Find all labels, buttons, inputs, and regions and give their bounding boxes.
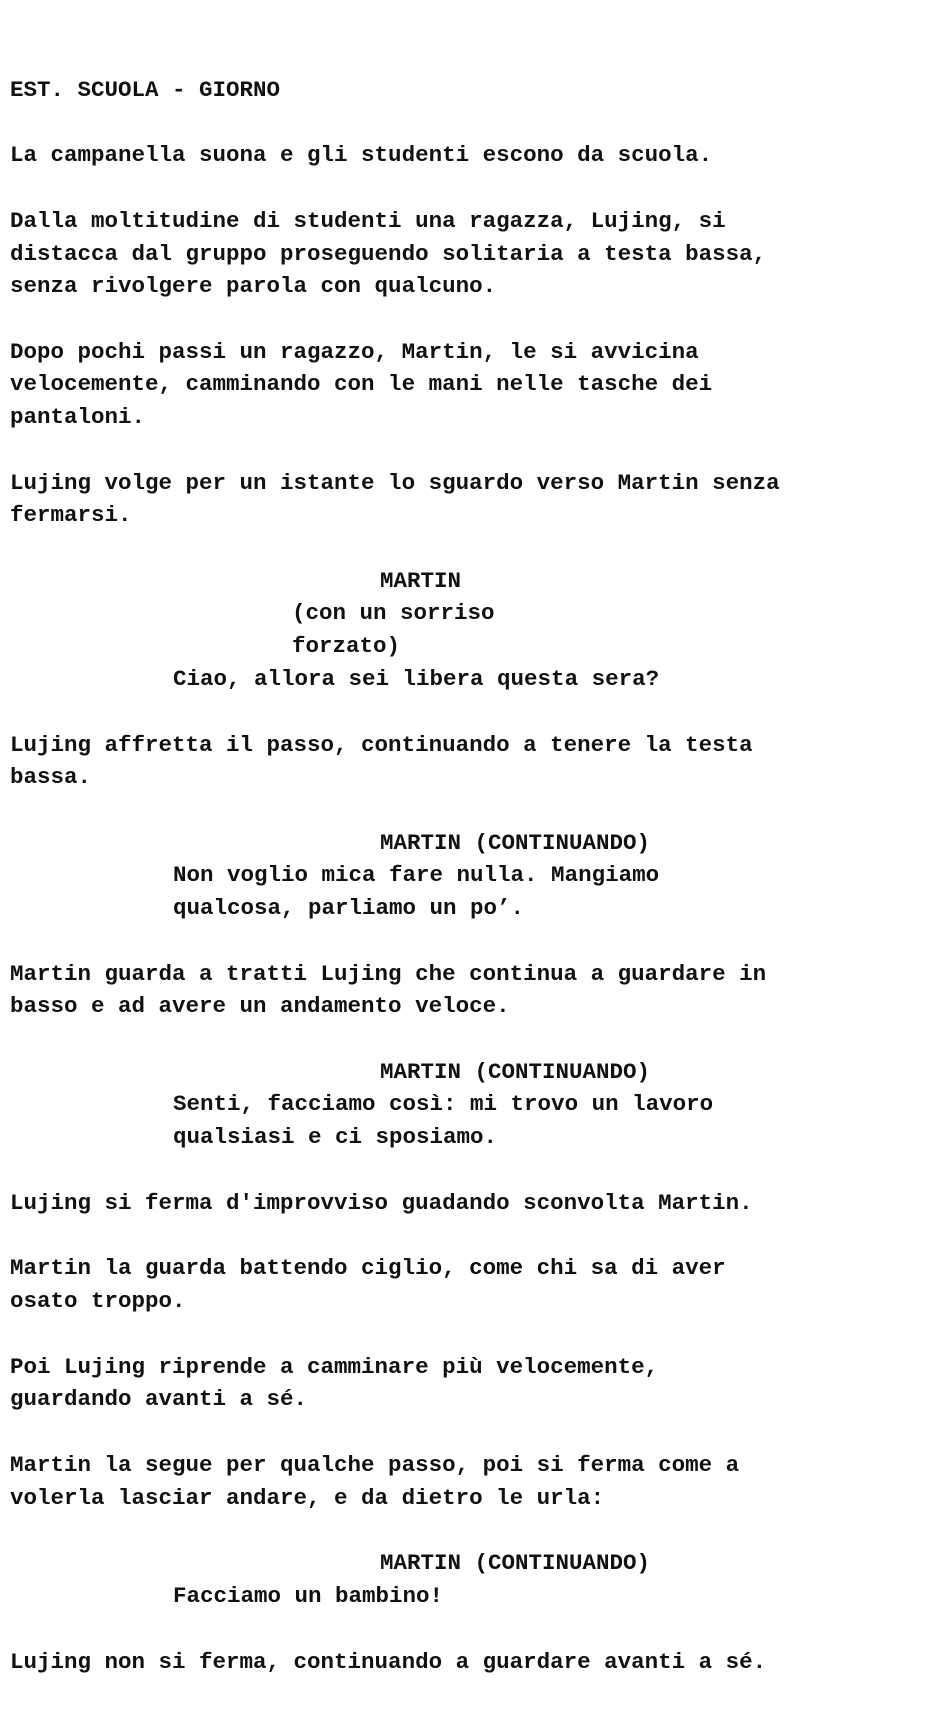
parenthetical-line: forzato) (292, 633, 401, 659)
character-name: MARTIN (CONTINUANDO) (380, 830, 651, 856)
dialogue-line: Non voglio mica fare nulla. Mangiamo (173, 862, 660, 888)
action-line: bassa. (10, 764, 92, 790)
action-line: osato troppo. (10, 1288, 186, 1314)
action-line: basso e ad avere un andamento veloce. (10, 993, 510, 1019)
dialogue-line: Senti, facciamo così: mi trovo un lavoro (173, 1091, 714, 1117)
action-line: Dopo pochi passi un ragazzo, Martin, le si avvicina (10, 339, 699, 365)
action-line: guardando avanti a sé. (10, 1386, 308, 1412)
scene-heading: EST. SCUOLA - GIORNO (10, 77, 281, 103)
action-line: pantaloni. (10, 404, 146, 430)
dialogue-line: Facciamo un bambino! (173, 1583, 444, 1609)
action-line: Lujing affretta il passo, continuando a tenere la testa (10, 732, 753, 758)
action-line: senza rivolgere parola con qualcuno. (10, 273, 497, 299)
dialogue-line: qualcosa, parliamo un po’. (173, 895, 525, 921)
action-line: Poi Lujing riprende a camminare più velocemente, (10, 1354, 659, 1380)
action-line: Martin guarda a tratti Lujing che continua a guardare in (10, 961, 767, 987)
action-line: Lujing si ferma d'improvviso guadando sconvolta Martin. (10, 1190, 753, 1216)
character-name: MARTIN (380, 568, 462, 594)
action-line: Martin la segue per qualche passo, poi si ferma come a (10, 1452, 740, 1478)
action-line: Lujing non si ferma, continuando a guardare avanti a sé. (10, 1649, 767, 1675)
action-line: Dalla moltitudine di studenti una ragazza, Lujing, si (10, 208, 726, 234)
parenthetical-line: (con un sorriso (292, 600, 495, 626)
character-name: MARTIN (CONTINUANDO) (380, 1059, 651, 1085)
dialogue-line: Ciao, allora sei libera questa sera? (173, 666, 660, 692)
character-name: MARTIN (CONTINUANDO) (380, 1550, 651, 1576)
action-line: Lujing volge per un istante lo sguardo verso Martin senza (10, 470, 780, 496)
action-line: volerla lasciar andare, e da dietro le urla: (10, 1485, 605, 1511)
action-line: velocemente, camminando con le mani nelle tasche dei (10, 371, 713, 397)
action-line: Martin la guarda battendo ciglio, come chi sa di aver (10, 1255, 726, 1281)
dialogue-line: qualsiasi e ci sposiamo. (173, 1124, 498, 1150)
action-line: La campanella suona e gli studenti escono da scuola. (10, 142, 713, 168)
action-line: distacca dal gruppo proseguendo solitaria a testa bassa, (10, 241, 767, 267)
action-line: fermarsi. (10, 502, 132, 528)
